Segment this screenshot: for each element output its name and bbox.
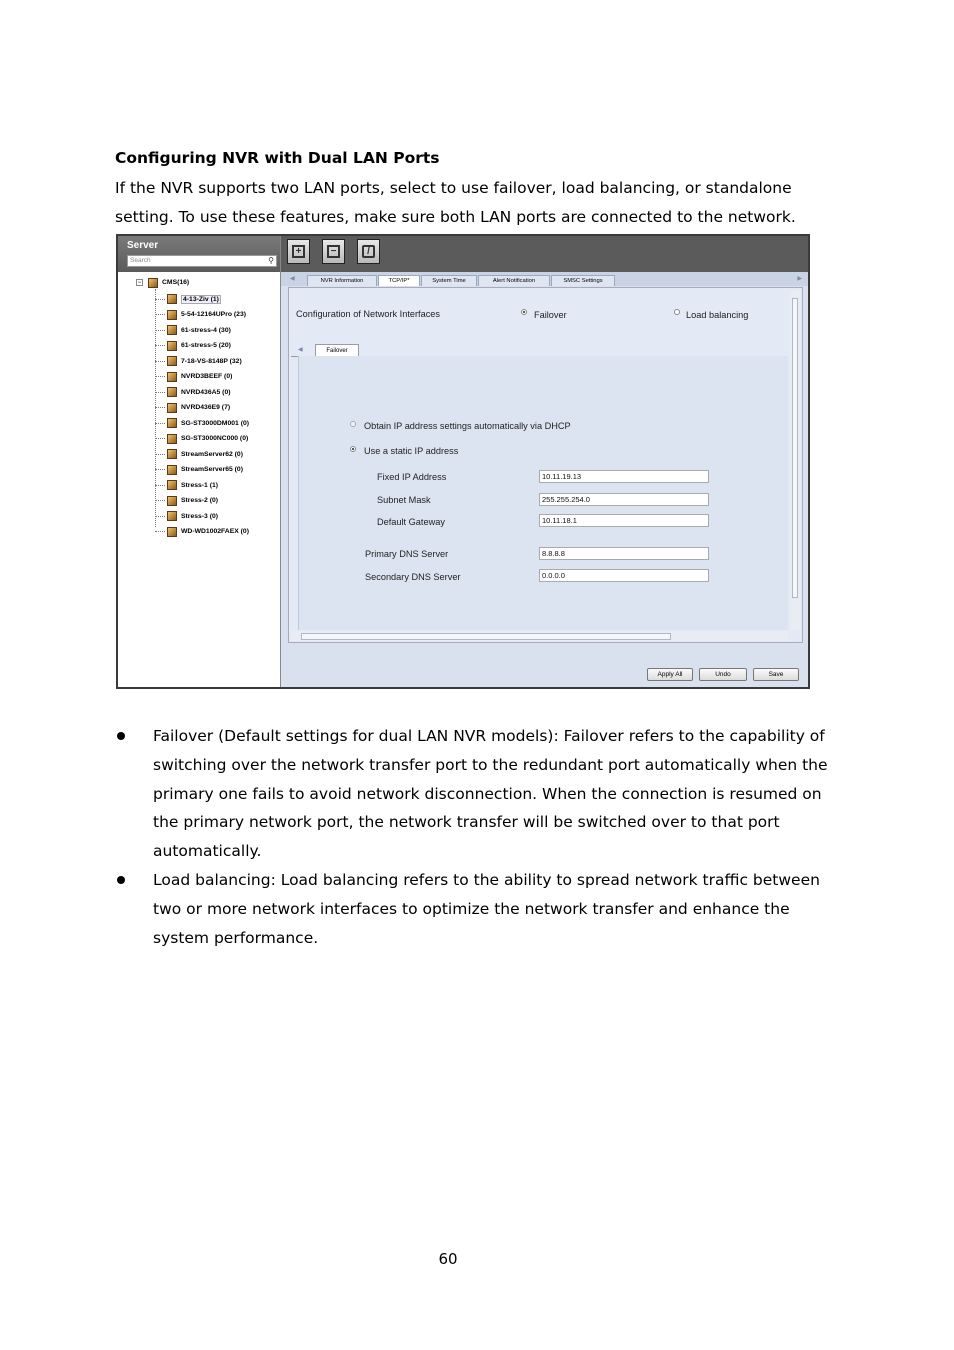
- static-ip-label: Use a static IP address: [364, 446, 459, 456]
- tree-item-label: NVRD3BEEF (0): [181, 373, 233, 380]
- primary-dns-field[interactable]: 8.8.8.8: [539, 547, 709, 560]
- server-icon: [167, 294, 177, 304]
- tab-tcpip[interactable]: TCP/IP*: [378, 275, 420, 286]
- bullet-dot: [117, 876, 125, 884]
- tree-item-label: SG-ST3000NC000 (0): [181, 435, 249, 442]
- default-gateway-field[interactable]: 10.11.18.1: [539, 514, 709, 527]
- tree-connector: [155, 345, 165, 346]
- fixed-ip-label: Fixed IP Address: [377, 472, 447, 482]
- nvr-settings-screenshot: [116, 234, 810, 689]
- tree-item-label: StreamServer65 (0): [181, 466, 243, 473]
- tree-connector: [155, 376, 165, 377]
- settings-content: [281, 272, 808, 687]
- tree-item[interactable]: [167, 448, 243, 460]
- tree-connector: [155, 500, 165, 501]
- tab-scroll-left-icon[interactable]: ◀: [290, 276, 295, 282]
- tree-item-label: 4-13-Ziv (1): [183, 295, 219, 303]
- toolbar: [281, 236, 808, 272]
- server-tree: [118, 273, 280, 687]
- dhcp-label: Obtain IP address settings automatically via DHCP: [364, 421, 571, 431]
- intro-paragraph: If the NVR supports two LAN ports, select to use failover, load balancing, or standalone setting. To use these features, make sure both LAN ports are connected to the network.: [115, 179, 796, 226]
- tree-item-label: 5-54-12164UPro (23): [181, 311, 246, 318]
- tree-item-label: 61-stress-4 (30): [181, 326, 231, 334]
- server-icon: [167, 449, 177, 459]
- remove-server-button[interactable]: [322, 239, 345, 264]
- tree-connector: [155, 330, 165, 331]
- failover-subpanel: [298, 356, 788, 630]
- failover-label: Failover: [534, 310, 567, 320]
- tab-system-time[interactable]: System Time: [421, 275, 477, 286]
- tree-item-label: 61-stress-5 (20): [181, 342, 231, 349]
- server-icon: [167, 480, 177, 490]
- tab-alert-notification[interactable]: Alert Notification: [478, 275, 550, 286]
- load-balancing-label: Load balancing: [686, 310, 749, 320]
- subnet-mask-label: Subnet Mask: [377, 495, 431, 505]
- tree-item[interactable]: [167, 386, 230, 398]
- tree-connector: [155, 361, 165, 362]
- edit-icon: /: [362, 245, 375, 258]
- dhcp-radio[interactable]: [350, 421, 356, 427]
- tree-connector: [155, 314, 165, 315]
- static-ip-radio[interactable]: [350, 446, 356, 452]
- settings-tabs: [281, 272, 808, 286]
- tree-item[interactable]: [167, 464, 243, 476]
- tree-item[interactable]: [167, 433, 248, 445]
- server-icon: [167, 325, 177, 335]
- tree-connector: [155, 531, 165, 532]
- tree-connector: [155, 516, 165, 517]
- add-icon: +: [292, 245, 305, 258]
- add-server-button[interactable]: [287, 239, 310, 264]
- tree-connector: [155, 469, 165, 470]
- horizontal-scrollbar[interactable]: [291, 631, 788, 641]
- tab-smsc-settings[interactable]: SMSC Settings: [551, 275, 615, 286]
- tree-item-label: NVRD436E9 (7): [181, 404, 231, 411]
- remove-icon: −: [327, 245, 340, 258]
- server-icon: [167, 403, 177, 413]
- tree-item[interactable]: [167, 510, 218, 522]
- tree-root[interactable]: [136, 277, 189, 288]
- tree-item[interactable]: [167, 495, 218, 507]
- tree-item-label: Stress-1 (1): [181, 481, 219, 489]
- load-balancing-radio[interactable]: [674, 309, 680, 315]
- failover-radio[interactable]: [521, 309, 527, 315]
- tree-item-label: Stress-2 (0): [181, 497, 219, 504]
- tree-item-label: NVRD436A5 (0): [181, 388, 231, 396]
- tree-item-label: Stress-3 (0): [181, 512, 219, 520]
- tree-item-label: StreamServer62 (0): [181, 450, 243, 458]
- bullet-dot: [117, 732, 125, 740]
- page-number: 60: [438, 1250, 458, 1268]
- subtab-scroll-left-icon[interactable]: ◀: [298, 347, 303, 353]
- server-icon: [167, 387, 177, 397]
- undo-button[interactable]: Undo: [699, 668, 747, 681]
- tab-nvr-information[interactable]: NVR Information: [307, 275, 377, 286]
- server-search-input[interactable]: [127, 255, 277, 267]
- save-button[interactable]: Save: [753, 668, 799, 681]
- server-icon: [167, 310, 177, 320]
- bullet-load-balancing: [115, 866, 845, 952]
- sidebar-title: Server: [127, 240, 159, 251]
- tree-item-label: 7-18-VS-8148P (32): [181, 357, 242, 365]
- default-gateway-label: Default Gateway: [377, 517, 445, 527]
- tree-connector: [155, 299, 165, 300]
- fixed-ip-field[interactable]: 10.11.19.13: [539, 470, 709, 483]
- bullet-failover: [115, 722, 845, 866]
- tree-item[interactable]: [167, 417, 249, 429]
- tcpip-panel: [288, 287, 803, 643]
- sidebar-header: [118, 236, 280, 272]
- vertical-scroll-thumb[interactable]: [792, 298, 798, 598]
- search-icon[interactable]: ⚲: [268, 256, 274, 265]
- search-placeholder: Search: [130, 257, 151, 264]
- subnet-mask-field[interactable]: 255.255.254.0: [539, 493, 709, 506]
- tree-item[interactable]: [167, 324, 231, 336]
- server-sidebar: [118, 236, 281, 687]
- tree-item-label: WD-WD1002FAEX (0): [181, 528, 249, 535]
- server-icon: [167, 465, 177, 475]
- tree-connector: [155, 438, 165, 439]
- collapse-icon[interactable]: −: [137, 280, 142, 286]
- tree-connector: [155, 423, 165, 424]
- server-icon: [167, 372, 177, 382]
- bullet-list: [115, 722, 845, 952]
- tree-connector: [155, 485, 165, 486]
- tree-item[interactable]: [167, 340, 231, 352]
- tree-root-label: CMS(16): [162, 279, 190, 286]
- server-icon: [167, 356, 177, 366]
- server-icon: [167, 418, 177, 428]
- tree-connector: [155, 392, 165, 393]
- tree-item[interactable]: [167, 293, 221, 305]
- server-icon: [167, 434, 177, 444]
- secondary-dns-label: Secondary DNS Server: [365, 572, 461, 582]
- secondary-dns-field[interactable]: 0.0.0.0: [539, 569, 709, 582]
- server-icon: [167, 511, 177, 521]
- tree-item[interactable]: [167, 526, 249, 538]
- subtab-failover[interactable]: Failover: [315, 344, 359, 356]
- bullet-failover-text: Failover (Default settings for dual LAN NVR models): Failover refers to the capability of switching over the network transfer port to the redundant port automatically when the primary one fails to avoid network disconnection. When the connection is resumed on the primary network port, the network transfer will be switched over to that port automatically.: [153, 727, 828, 861]
- horizontal-scroll-thumb[interactable]: [301, 633, 671, 640]
- tree-item[interactable]: [167, 479, 218, 491]
- primary-dns-label: Primary DNS Server: [365, 549, 449, 559]
- tree-item[interactable]: [167, 355, 242, 367]
- server-icon: [167, 496, 177, 506]
- tree-item-label: SG-ST3000DM001 (0): [181, 419, 249, 427]
- vertical-scrollbar[interactable]: [790, 290, 800, 630]
- tree-item[interactable]: [167, 309, 246, 321]
- server-group-icon: [148, 278, 158, 288]
- config-interfaces-label: Configuration of Network Interfaces: [296, 309, 441, 319]
- bullet-load-balancing-text: Load balancing: Load balancing refers to the ability to spread network traffic between two or more network interfaces to optimize the network transfer and enhance the system performance.: [153, 870, 820, 947]
- server-icon: [167, 527, 177, 537]
- edit-server-button[interactable]: [357, 239, 380, 264]
- tree-item[interactable]: [167, 371, 232, 383]
- section-heading: Configuring NVR with Dual LAN Ports: [115, 149, 440, 167]
- tree-connector: [155, 454, 165, 455]
- tab-scroll-right-icon[interactable]: ▶: [797, 276, 802, 282]
- server-icon: [167, 341, 177, 351]
- tree-item[interactable]: [167, 402, 230, 414]
- tree-connector: [155, 407, 165, 408]
- tree-connector: [155, 289, 156, 527]
- apply-all-button[interactable]: Apply All: [647, 668, 693, 681]
